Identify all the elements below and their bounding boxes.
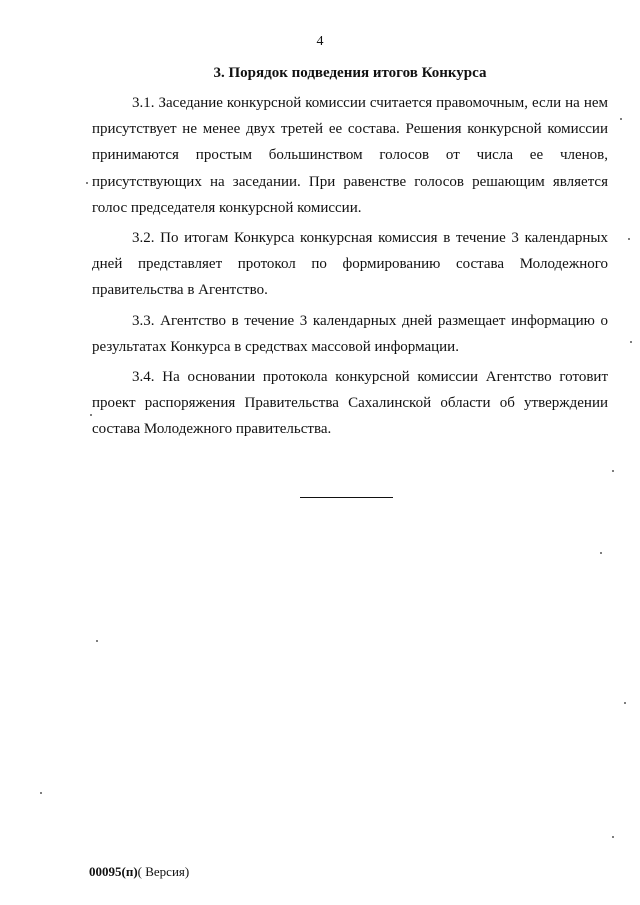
scan-speck (628, 238, 630, 240)
document-code (89, 864, 189, 880)
paragraph-3-1: 3.1. Заседание конкурсной комиссии считается правомочным, если на нем присутствует не менее двух третей ее состава. Решения конкурсной комиссии принимаются простым большинством голосов от числа ее членов, присутствующих на заседании. При равенстве голосов решающим является голос председателя конкурсной комиссии. (92, 95, 608, 216)
scan-speck (96, 640, 98, 642)
paragraph-3-2: 3.2. По итогам Конкурса конкурсная комиссия в течение 3 календарных дней представляет протокол по формированию состава Молодежного правительства в Агентство. (92, 230, 608, 299)
document-code-number: 00095(п) (89, 864, 138, 879)
scan-speck (612, 836, 614, 838)
document-code-note: ( Версия) (137, 864, 190, 879)
scan-speck (624, 702, 626, 704)
scan-speck (86, 182, 88, 184)
scan-speck (600, 552, 602, 554)
end-of-text-rule (300, 497, 393, 498)
scan-speck (612, 470, 614, 472)
scan-speck (90, 414, 92, 416)
scan-speck (40, 792, 42, 794)
section-heading: 3. Порядок подведения итогов Конкурса (213, 65, 487, 81)
scan-speck (620, 118, 622, 120)
paragraph-3-3: 3.3. Агентство в течение 3 календарных дней размещает информацию о результатах Конкурса в средствах массовой информации. (92, 312, 608, 355)
paragraph-3-4: 3.4. На основании протокола конкурсной комиссии Агентство готовит проект распоряжения Правительства Сахалинской области об утверждении состава Молодежного правительства. (92, 369, 608, 438)
section-body (92, 90, 608, 447)
page-number: 4 (316, 34, 324, 49)
scan-speck (630, 341, 632, 343)
